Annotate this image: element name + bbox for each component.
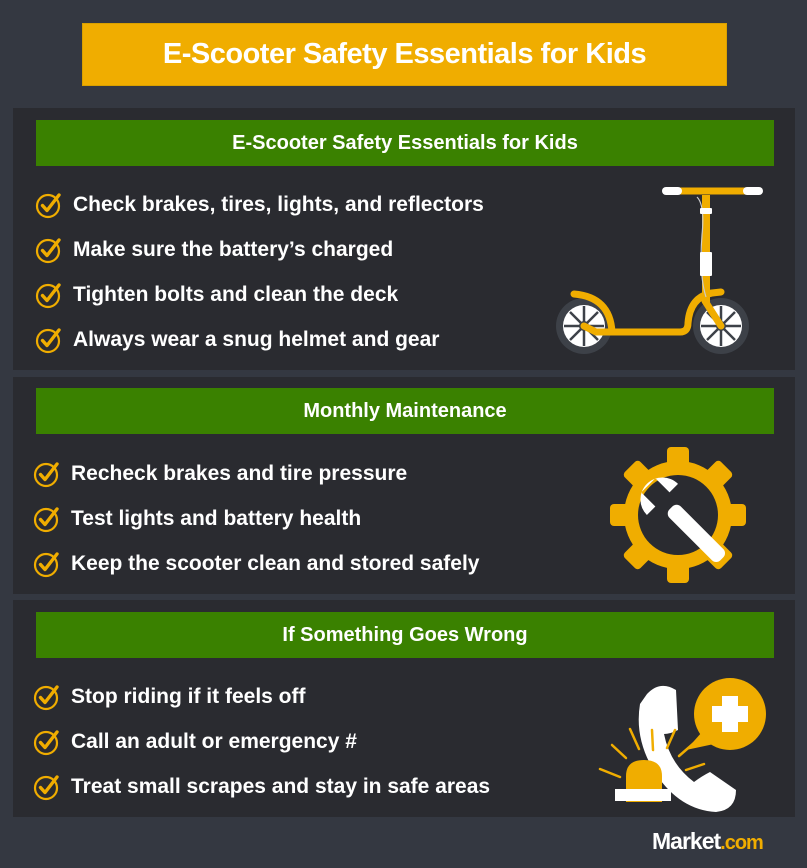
market-com-logo	[652, 828, 763, 855]
list-item	[33, 772, 490, 802]
section-safety-essentials	[13, 108, 795, 370]
page-header-banner	[82, 23, 727, 86]
list-item-text: Stop riding if it feels off	[71, 685, 306, 708]
list-item	[33, 504, 361, 534]
list-item-text: Keep the scooter clean and stored safely	[71, 552, 480, 575]
list-item-text: Make sure the battery’s charged	[73, 238, 394, 261]
list-item	[33, 727, 357, 757]
section-monthly-maintenance	[13, 377, 795, 594]
list-item	[33, 682, 306, 712]
check-circle-icon	[35, 190, 65, 220]
section-title: E-Scooter Safety Essentials for Kids	[232, 131, 578, 154]
section-title: If Something Goes Wrong	[282, 623, 528, 646]
list-item	[33, 459, 407, 489]
list-item	[35, 325, 439, 355]
list-item-text: Treat small scrapes and stay in safe areas	[71, 775, 491, 798]
check-circle-icon	[35, 280, 65, 310]
section-header-bar	[36, 612, 774, 658]
gear-wrench-icon	[608, 445, 748, 585]
list-item-text: Test lights and battery health	[71, 507, 362, 530]
medical-bubble-icon	[686, 678, 766, 750]
list-item-text: Always wear a snug helmet and gear	[73, 328, 440, 351]
section-header-bar	[36, 120, 774, 166]
list-item	[35, 280, 398, 310]
list-item	[33, 549, 479, 579]
list-item	[35, 235, 393, 265]
page-title: E-Scooter Safety Essentials for Kids	[162, 38, 647, 70]
logo-suffix-text: .com	[720, 832, 763, 854]
list-item	[35, 190, 484, 220]
check-circle-icon	[33, 772, 63, 802]
kick-scooter-icon	[550, 175, 780, 365]
check-circle-icon	[33, 727, 63, 757]
check-circle-icon	[35, 325, 65, 355]
check-circle-icon	[33, 682, 63, 712]
check-circle-icon	[33, 504, 63, 534]
logo-main-text: Market	[652, 828, 721, 854]
list-item-text: Recheck brakes and tire pressure	[71, 462, 408, 485]
list-item-text: Tighten bolts and clean the deck	[73, 283, 399, 306]
section-title: Monthly Maintenance	[303, 399, 507, 422]
emergency-call-icon	[590, 672, 790, 812]
check-circle-icon	[33, 459, 63, 489]
list-item-text: Call an adult or emergency #	[71, 730, 357, 753]
check-circle-icon	[35, 235, 65, 265]
list-item-text: Check brakes, tires, lights, and reflectors	[73, 193, 484, 216]
check-circle-icon	[33, 549, 63, 579]
section-header-bar	[36, 388, 774, 434]
section-if-something-goes-wrong	[13, 600, 795, 817]
